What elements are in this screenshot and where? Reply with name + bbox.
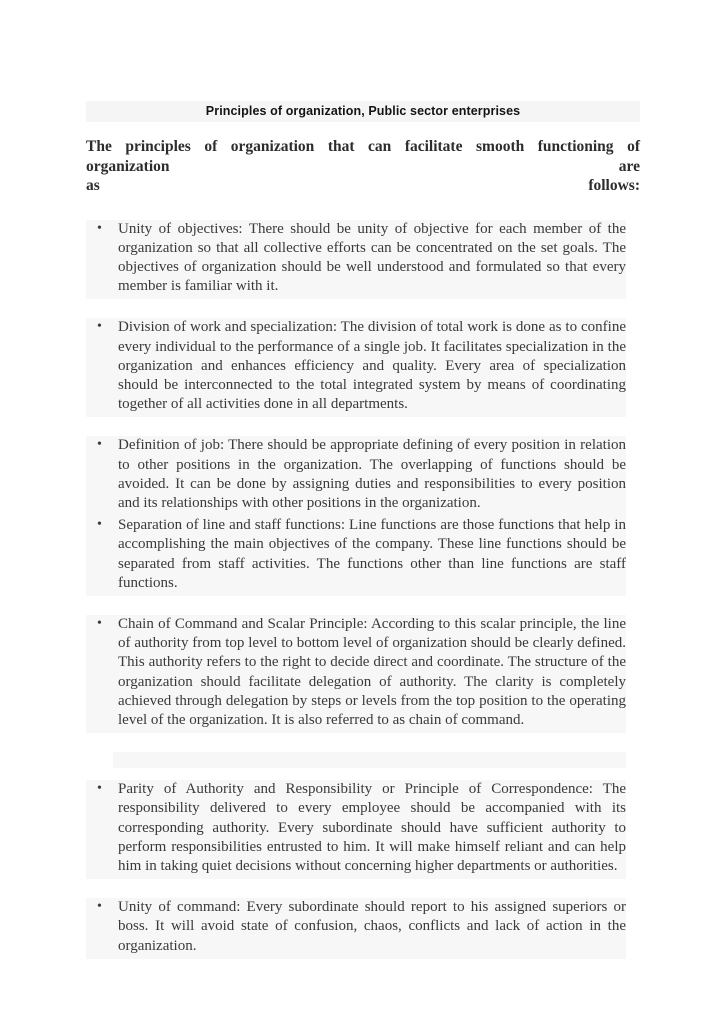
list-item xyxy=(86,318,626,417)
list-item xyxy=(86,516,626,596)
list-item-text: Separation of line and staff functions: Line functions are those functions that help in accomplishing the main objectives of the company. These line functions should be separated from staff activities. The functions other than line functions are staff functions. xyxy=(118,517,626,591)
document-title: Principles of organization, Public sector enterprises xyxy=(86,101,640,122)
bullet-icon: • xyxy=(97,319,102,335)
list-item xyxy=(86,780,626,879)
intro-heading-line1: The principles of organization that can facilitate smooth functioning of organization are xyxy=(86,138,640,175)
list-item-text: Chain of Command and Scalar Principle: According to this scalar principle, the line of authority from top level to bottom level of organization should be clearly defined. This authority refers to the right to decide direct and coordinate. The structure of the organization should facilitate delegation of authority. The clarity is completely achieved through delegation by steps or levels from the top position to the operating level of the organization. It is also referred to as chain of command. xyxy=(118,615,626,728)
empty-paragraph-spacer xyxy=(113,752,626,768)
bullet-icon: • xyxy=(97,517,102,533)
list-item-text: Parity of Authority and Responsibility or Principle of Correspondence: The responsibility delivered to every employee should be accompanied with its corresponding authority. Every subordinate should have sufficient authority to perform responsibilities entrusted to him. It will make himself reliant and can help him in taking quiet decisions without concerning higher departments or authorities. xyxy=(118,781,626,874)
bullet-icon: • xyxy=(97,437,102,453)
bullet-icon: • xyxy=(97,220,102,236)
intro-heading-line2-left: as xyxy=(86,177,100,194)
intro-heading-line2 xyxy=(86,176,640,196)
list-item-text: Definition of job: There should be appropriate defining of every position in relation to other positions in the organization. The overlapping of functions should be avoided. It can be done by assigning duties and responsibilities to every position and its relationships with other positions in the organization. xyxy=(118,437,626,511)
document-content xyxy=(86,101,640,978)
list-item xyxy=(86,220,626,300)
list-item-text: Division of work and specialization: The division of total work is done as to confine every individual to the performance of a single job. It facilitates specialization in the organization and enhances efficiency and quality. Every area of specialization should be interconnected to the total integrated system by means of coordinating together of all activities done in all departments. xyxy=(118,319,626,413)
intro-heading xyxy=(86,137,640,196)
list-item xyxy=(86,898,626,959)
list-item xyxy=(86,615,626,733)
list-item xyxy=(86,436,626,516)
list-item-text: Unity of command: Every subordinate should report to his assigned superiors or boss. It will avoid state of confusion, chaos, conflicts and lack of action in the organization. xyxy=(118,899,626,954)
bullet-icon: • xyxy=(97,899,102,915)
intro-heading-line2-right: follows: xyxy=(588,177,640,194)
list-item-text: Unity of objectives: There should be unity of objective for each member of the organization so that all collective efforts can be concentrated on the set goals. The objectives of organization should be well understood and formulated so that every member is familiar with it. xyxy=(118,220,626,295)
bullet-icon: • xyxy=(97,781,102,797)
principles-list xyxy=(86,220,626,959)
bullet-icon: • xyxy=(97,615,102,631)
